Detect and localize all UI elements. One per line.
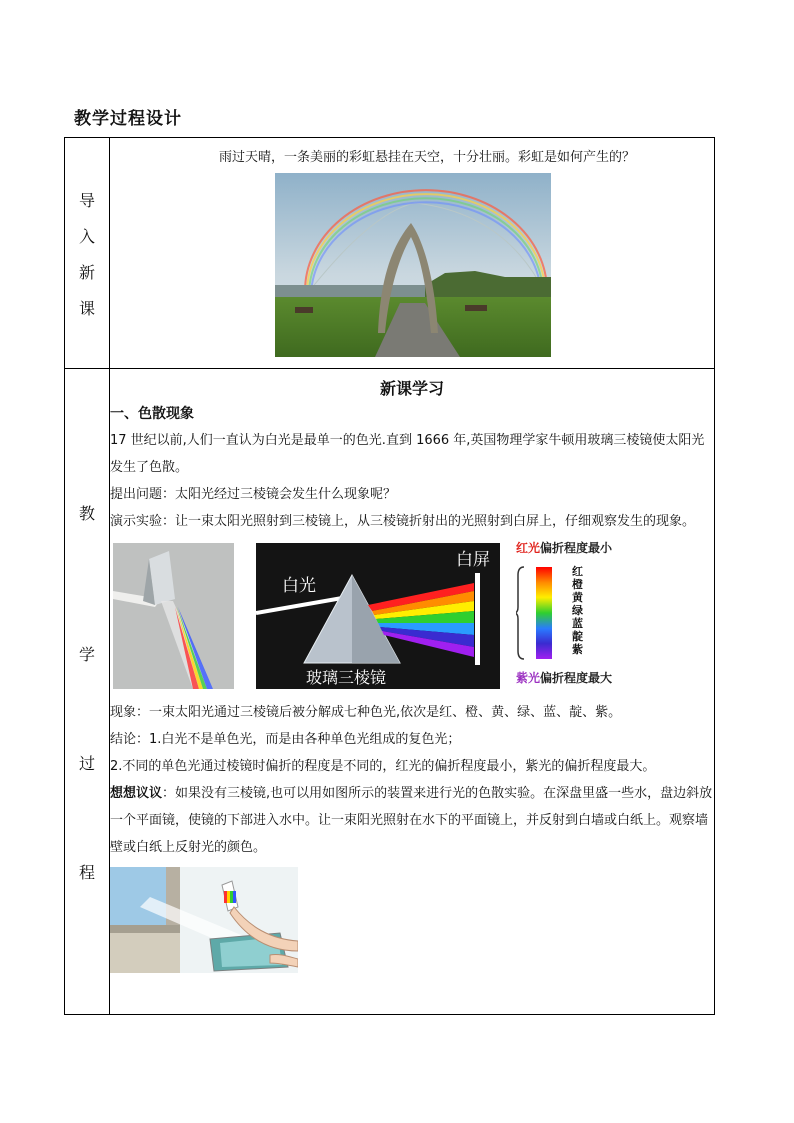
rainbow-photo xyxy=(275,173,551,357)
red-rest: 偏折程度最小 xyxy=(540,541,613,555)
demo-paragraph: 演示实验：让一束太阳光照射到三棱镜上，从三棱镜折射出的光照射到白屏上，仔细观察发生的现象。 xyxy=(110,514,696,529)
dispersion-figures xyxy=(110,541,714,693)
water-mirror-illustration xyxy=(110,867,298,973)
deviation-legend xyxy=(516,541,628,691)
color-label: 蓝 xyxy=(572,617,583,630)
history-paragraph: 17 世纪以前,人们一直认为白光是最单一的色光.直到 1666 年,英国物理学家牛顿用玻璃三棱镜使太阳光发生了色散。 xyxy=(110,433,705,475)
white-light-label: 白光 xyxy=(282,576,316,596)
lesson-plan-table xyxy=(64,137,715,1015)
label-char: 新 xyxy=(78,262,95,282)
intro-row xyxy=(65,138,715,369)
conclusion-1: 结论：1.白光不是单色光，而是由各种单色光组成的复色光； xyxy=(110,732,461,747)
red-deviation-label xyxy=(516,541,612,555)
teaching-row xyxy=(65,369,715,1015)
teaching-label xyxy=(65,369,110,1015)
intro-label xyxy=(65,138,110,369)
violet-deviation-label xyxy=(516,671,612,685)
color-label: 紫 xyxy=(572,643,583,656)
intro-question: 雨过天晴，一条美丽的彩虹悬挂在天空，十分壮丽。彩虹是如何产生的？ xyxy=(218,150,635,165)
prism-label: 玻璃三棱镜 xyxy=(306,668,387,687)
section-title: 新课学习 xyxy=(379,379,444,398)
intro-content xyxy=(110,138,715,369)
page-heading: 教学过程设计 xyxy=(74,109,182,129)
subsection-title: 一、色散现象 xyxy=(110,406,194,422)
color-label: 红 xyxy=(572,565,583,578)
phenomenon-paragraph: 现象：一束太阳光通过三棱镜后被分解成七种色光,依次是红、橙、黄、绿、蓝、靛、紫。 xyxy=(110,705,622,720)
violet-rest: 偏折程度最大 xyxy=(540,671,613,685)
white-screen xyxy=(475,573,480,665)
color-label: 靛 xyxy=(572,630,583,643)
label-char: 入 xyxy=(78,226,95,246)
violet-prefix: 紫光 xyxy=(516,671,541,685)
label-char: 学 xyxy=(78,644,95,664)
color-label: 黄 xyxy=(572,591,583,604)
label-char: 课 xyxy=(78,298,95,318)
prism-diagram xyxy=(256,543,500,689)
teaching-content xyxy=(110,369,715,1015)
label-char: 导 xyxy=(78,190,95,210)
color-label: 绿 xyxy=(572,604,583,617)
question-paragraph: 提出问题：太阳光经过三棱镜会发生什么现象呢？ xyxy=(110,487,397,502)
think-label: 想想议议 xyxy=(110,786,163,801)
think-text: ：如果没有三棱镜,也可以用如图所示的装置来进行光的色散实验。在深盘里盛一些水，盘边斜放一个平面镜，使镜的下部进入水中。让一束阳光照射在水下的平面镜上，并反射到白墙或白纸上。观察墙壁或白纸上反射光的颜色。 xyxy=(110,786,713,855)
color-list xyxy=(572,565,586,656)
think-paragraph xyxy=(110,780,714,861)
spectrum-bar xyxy=(536,567,552,659)
label-char: 过 xyxy=(78,753,95,773)
screen-label: 白屏 xyxy=(456,550,490,570)
prism-photo xyxy=(113,543,234,689)
label-char: 教 xyxy=(78,503,95,523)
label-char: 程 xyxy=(78,862,95,882)
color-label: 橙 xyxy=(572,578,583,591)
red-prefix: 红光 xyxy=(516,541,541,555)
conclusion-2: 2.不同的单色光通过棱镜时偏折的程度是不同的，红光的偏折程度最小，紫光的偏折程度最大。 xyxy=(110,759,656,774)
